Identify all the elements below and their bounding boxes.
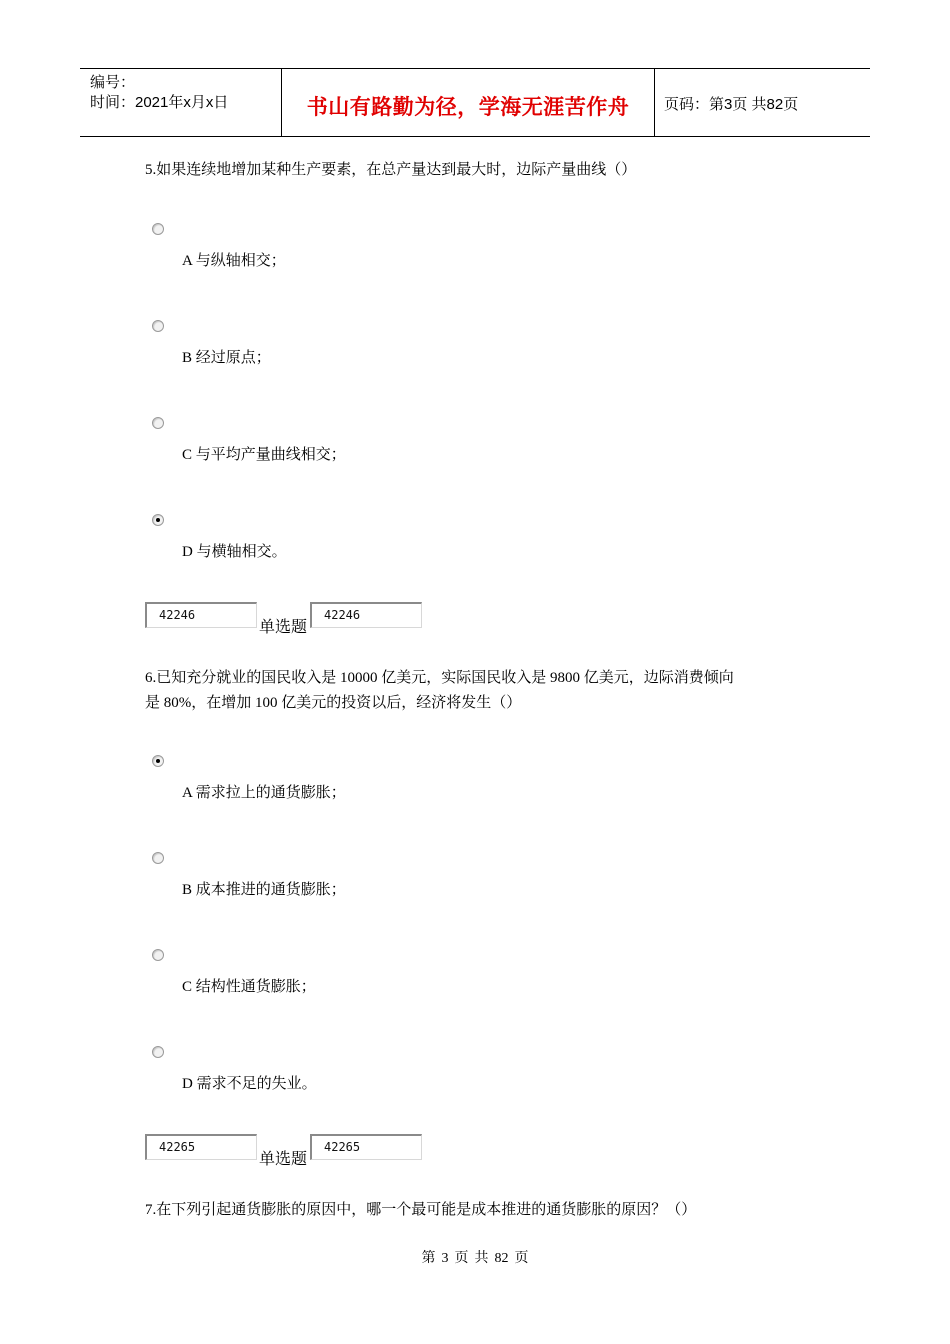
number-label: 编号： [90,74,136,91]
radio-q6-b[interactable] [152,852,164,864]
footer-total-pages: 82 [494,1251,509,1266]
radio-q5-c[interactable] [152,417,164,429]
question-5-code-field-b[interactable]: 42246 [310,602,422,628]
question-7-text: 7.在下列引起通货膨胀的原因中，哪一个最可能是成本推进的通货膨胀的原因？（） [145,1202,697,1218]
page-footer [0,1247,950,1267]
question-6-code-field-b[interactable]: 42265 [310,1134,422,1160]
radio-q6-d[interactable] [152,1046,164,1058]
option-q6-b: B 成本推进的通货膨胀； [182,882,346,898]
question-5-code-field-a[interactable]: 42246 [145,602,257,628]
question-5-type-label: 单选题 [259,619,308,636]
radio-q5-b[interactable] [152,320,164,332]
option-q5-b: B 经过原点； [182,350,271,366]
footer-gong: 共 [474,1251,489,1266]
question-6-line-2: 是 80%，在增加 100 亿美元的投资以后，经济将发生（） [145,695,522,711]
radio-q5-d[interactable] [152,514,164,526]
page-header [80,68,870,137]
radio-q5-a[interactable] [152,223,164,235]
option-q5-d: D 与横轴相交。 [182,544,287,560]
radio-q6-c[interactable] [152,949,164,961]
question-6-text [145,666,734,716]
question-6-code-field-a[interactable]: 42265 [145,1134,257,1160]
header-divider [654,69,655,136]
radio-q6-a[interactable] [152,755,164,767]
footer-ye2: 页 [514,1251,529,1266]
header-motto: 书山有路勤为径，学海无涯苦作舟 [306,95,630,119]
option-q5-a: A 与纵轴相交； [182,253,286,269]
option-q5-c: C 与平均产量曲线相交； [182,447,346,463]
question-6-type-label: 单选题 [259,1151,308,1168]
question-5-text: 5.如果连续地增加某种生产要素，在总产量达到最大时，边际产量曲线（） [145,162,637,178]
option-q6-a: A 需求拉上的通货膨胀； [182,785,346,801]
footer-di: 第 [421,1251,436,1266]
time-label: 时间：2021年x月x日 [90,94,229,111]
option-q6-c: C 结构性通货膨胀； [182,979,316,995]
header-meta [90,73,228,113]
option-q6-d: D 需求不足的失业。 [182,1076,317,1092]
question-6-line-1: 6.已知充分就业的国民收入是 10000 亿美元，实际国民收入是 9800 亿美元，边际消费倾向 [145,670,734,686]
footer-ye: 页 [454,1251,469,1266]
footer-page-number: 3 [441,1251,449,1266]
header-page-label: 页码：第3页 共82页 [664,96,799,113]
